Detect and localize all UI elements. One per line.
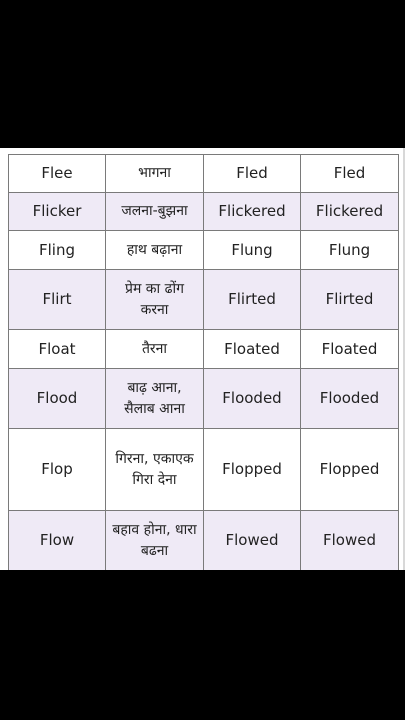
past-form-cell: Flickered (204, 193, 301, 231)
hindi-meaning-cell: तैरना (106, 330, 204, 369)
verb-forms-table (8, 154, 399, 570)
base-form-cell: Float (9, 330, 106, 369)
hindi-meaning-cell: भागना (106, 155, 204, 193)
hindi-meaning-cell: जलना-बुझना (106, 193, 204, 231)
hindi-meaning-cell: प्रेम का ढोंग करना (106, 270, 204, 330)
table-row (9, 369, 399, 429)
hindi-meaning-cell: हाथ बढ़ाना (106, 231, 204, 270)
past-form-cell: Flirted (204, 270, 301, 330)
past-participle-cell: Fled (301, 155, 399, 193)
past-participle-cell: Flirted (301, 270, 399, 330)
past-participle-cell: Flung (301, 231, 399, 270)
past-form-cell: Flooded (204, 369, 301, 429)
hindi-meaning-cell: बहाव होना, धारा बढना (106, 511, 204, 571)
base-form-cell: Flop (9, 429, 106, 511)
past-form-cell: Flung (204, 231, 301, 270)
base-form-cell: Flicker (9, 193, 106, 231)
base-form-cell: Flood (9, 369, 106, 429)
past-participle-cell: Flowed (301, 511, 399, 571)
table-row (9, 231, 399, 270)
base-form-cell: Flow (9, 511, 106, 571)
table-row (9, 193, 399, 231)
past-form-cell: Flopped (204, 429, 301, 511)
past-participle-cell: Floated (301, 330, 399, 369)
table-row (9, 155, 399, 193)
past-participle-cell: Flooded (301, 369, 399, 429)
hindi-meaning-cell: बाढ़ आना, सैलाब आना (106, 369, 204, 429)
base-form-cell: Flirt (9, 270, 106, 330)
past-form-cell: Fled (204, 155, 301, 193)
base-form-cell: Flee (9, 155, 106, 193)
past-participle-cell: Flopped (301, 429, 399, 511)
hindi-meaning-cell: गिरना, एकाएक गिरा देना (106, 429, 204, 511)
base-form-cell: Fling (9, 231, 106, 270)
table-row (9, 429, 399, 511)
past-participle-cell: Flickered (301, 193, 399, 231)
table-row (9, 270, 399, 330)
table-row (9, 511, 399, 571)
past-form-cell: Flowed (204, 511, 301, 571)
past-form-cell: Floated (204, 330, 301, 369)
verb-forms-sheet (0, 148, 405, 570)
table-row (9, 330, 399, 369)
